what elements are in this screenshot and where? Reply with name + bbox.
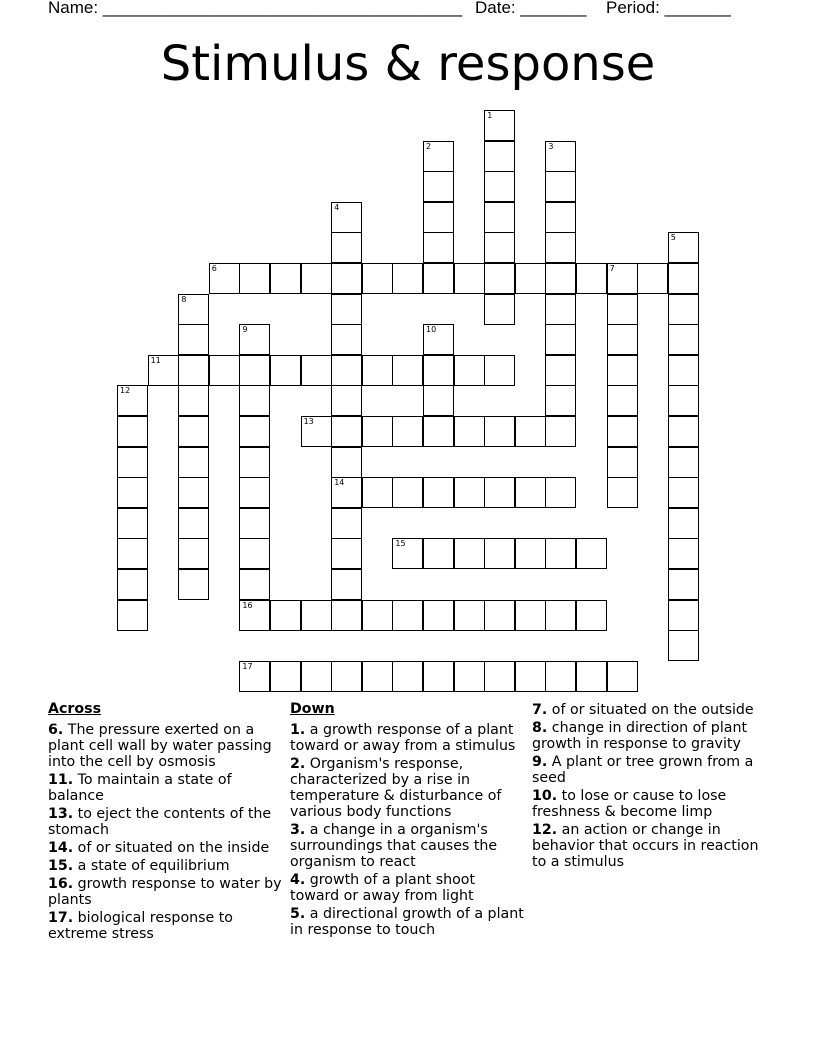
clue-number: 17	[242, 661, 253, 671]
grid-cell[interactable]	[178, 416, 209, 447]
grid-cell[interactable]	[607, 447, 638, 478]
grid-cell[interactable]	[454, 600, 485, 631]
grid-cell[interactable]	[545, 416, 576, 447]
grid-cell[interactable]	[607, 416, 638, 447]
grid-cell[interactable]	[576, 538, 607, 569]
name-field[interactable]: Name: ______________________________________	[48, 0, 463, 17]
grid-cell[interactable]	[545, 538, 576, 569]
clue-item-number: 2.	[290, 756, 306, 772]
clue-item-text: of or situated on the inside	[73, 840, 270, 856]
grid-cell[interactable]	[178, 508, 209, 539]
grid-cell[interactable]	[607, 661, 638, 692]
grid-cell[interactable]	[668, 600, 699, 631]
grid-cell[interactable]	[545, 263, 576, 294]
grid-cell[interactable]	[668, 232, 699, 263]
grid-cell[interactable]	[331, 416, 362, 447]
grid-cell[interactable]	[392, 538, 423, 569]
grid-cell[interactable]	[515, 477, 546, 508]
clue-item	[290, 756, 525, 820]
grid-cell[interactable]	[484, 538, 515, 569]
grid-cell[interactable]	[423, 263, 454, 294]
grid-cell[interactable]	[178, 538, 209, 569]
grid-cell[interactable]	[484, 110, 515, 141]
clue-number: 15	[395, 539, 406, 549]
grid-cell[interactable]	[362, 477, 393, 508]
grid-cell[interactable]	[484, 141, 515, 172]
clue-item-text: of or situated on the outside	[547, 702, 754, 718]
grid-cell[interactable]	[668, 538, 699, 569]
clue-number: 8	[181, 294, 187, 304]
clue-number: 10	[426, 325, 437, 335]
grid-cell[interactable]	[117, 447, 148, 478]
clue-number: 12	[120, 386, 131, 396]
grid-cell[interactable]	[331, 355, 362, 386]
clue-item-text: change in direction of plant growth in response to gravity	[532, 720, 748, 752]
grid-cell[interactable]	[515, 263, 546, 294]
grid-cell[interactable]	[454, 263, 485, 294]
grid-cell[interactable]	[331, 263, 362, 294]
down-heading: Down	[290, 701, 335, 717]
clue-item-number: 5.	[290, 906, 306, 922]
clue-item-number: 6.	[48, 722, 64, 738]
grid-cell[interactable]	[392, 600, 423, 631]
clue-item	[48, 840, 283, 856]
grid-cell[interactable]	[239, 569, 270, 600]
grid-cell[interactable]	[515, 416, 546, 447]
clue-item-number: 3.	[290, 822, 306, 838]
clue-item-number: 9.	[532, 754, 548, 770]
grid-cell[interactable]	[331, 294, 362, 325]
grid-cell[interactable]	[668, 447, 699, 478]
grid-cell[interactable]	[545, 661, 576, 692]
grid-cell[interactable]	[331, 477, 362, 508]
grid-cell[interactable]	[668, 477, 699, 508]
grid-cell[interactable]	[178, 477, 209, 508]
grid-cell[interactable]	[331, 569, 362, 600]
puzzle-title: Stimulus & response	[160, 36, 656, 92]
clue-item-number: 17.	[48, 910, 74, 926]
grid-cell[interactable]	[392, 263, 423, 294]
grid-cell[interactable]	[668, 416, 699, 447]
clue-number: 9	[242, 325, 248, 335]
grid-cell[interactable]	[392, 661, 423, 692]
clue-item	[532, 702, 772, 718]
grid-cell[interactable]	[239, 508, 270, 539]
clue-item-text: an action or change in behavior that occurs in reaction to a stimulus	[532, 822, 759, 870]
grid-cell[interactable]	[515, 538, 546, 569]
grid-cell[interactable]	[607, 355, 638, 386]
clue-item-number: 8.	[532, 720, 548, 736]
grid-cell[interactable]	[607, 263, 638, 294]
grid-cell[interactable]	[331, 538, 362, 569]
grid-cell[interactable]	[239, 538, 270, 569]
grid-cell[interactable]	[668, 385, 699, 416]
grid-cell[interactable]	[545, 324, 576, 355]
clue-item	[290, 906, 525, 938]
grid-cell[interactable]	[484, 171, 515, 202]
clue-number: 5	[670, 233, 676, 243]
clue-item-text: To maintain a state of balance	[48, 772, 232, 804]
clue-item-text: growth response to water by plants	[48, 876, 282, 908]
grid-cell[interactable]	[423, 171, 454, 202]
clue-number: 4	[334, 202, 340, 212]
grid-cell[interactable]	[545, 232, 576, 263]
grid-cell[interactable]	[545, 294, 576, 325]
grid-cell[interactable]	[362, 355, 393, 386]
clue-item-text: The pressure exerted on a plant cell wall by water passing into the cell by osmosis	[48, 722, 272, 770]
clue-item	[290, 872, 525, 904]
clue-item	[532, 822, 772, 870]
grid-cell[interactable]	[423, 141, 454, 172]
grid-cell[interactable]	[576, 600, 607, 631]
clue-item	[290, 822, 525, 870]
grid-cell[interactable]	[454, 416, 485, 447]
grid-cell[interactable]	[117, 600, 148, 631]
clue-item	[48, 858, 283, 874]
grid-cell[interactable]	[668, 355, 699, 386]
clue-item-number: 4.	[290, 872, 306, 888]
grid-cell[interactable]	[178, 294, 209, 325]
grid-cell[interactable]	[178, 324, 209, 355]
clue-item-number: 11.	[48, 772, 74, 788]
across-heading: Across	[48, 701, 102, 717]
date-field[interactable]: Date: _______	[475, 0, 587, 17]
grid-cell[interactable]	[117, 569, 148, 600]
grid-cell[interactable]	[392, 355, 423, 386]
grid-cell[interactable]	[484, 202, 515, 233]
clue-number: 1	[487, 111, 493, 120]
grid-cell[interactable]	[362, 416, 393, 447]
grid-cell[interactable]	[423, 477, 454, 508]
grid-cell[interactable]	[423, 600, 454, 631]
grid-cell[interactable]	[239, 355, 270, 386]
grid-cell[interactable]	[331, 232, 362, 263]
grid-cell[interactable]	[484, 416, 515, 447]
grid-cell[interactable]	[117, 416, 148, 447]
grid-cell[interactable]	[607, 385, 638, 416]
grid-cell[interactable]	[545, 385, 576, 416]
grid-cell[interactable]	[239, 263, 270, 294]
grid-cell[interactable]	[331, 385, 362, 416]
clue-item-number: 15.	[48, 858, 74, 874]
grid-cell[interactable]	[607, 477, 638, 508]
grid-cell[interactable]	[423, 355, 454, 386]
clue-item-number: 16.	[48, 876, 74, 892]
grid-cell[interactable]	[668, 508, 699, 539]
clue-item	[48, 876, 283, 908]
clue-item	[48, 910, 283, 942]
grid-cell[interactable]	[331, 447, 362, 478]
grid-cell[interactable]	[423, 202, 454, 233]
grid-cell[interactable]	[301, 416, 332, 447]
grid-cell[interactable]	[301, 355, 332, 386]
clue-item-text: to eject the contents of the stomach	[48, 806, 272, 838]
grid-cell[interactable]	[209, 355, 240, 386]
grid-cell[interactable]	[148, 355, 179, 386]
grid-cell[interactable]	[484, 294, 515, 325]
clue-item-text: growth of a plant shoot toward or away from light	[290, 872, 476, 904]
clue-item-text: to lose or cause to lose freshness & become limp	[532, 788, 727, 820]
clue-item	[48, 806, 283, 838]
clue-item-text: Organism's response, characterized by a rise in temperature & disturbance of various body functions	[290, 756, 502, 820]
grid-cell[interactable]	[178, 447, 209, 478]
grid-cell[interactable]	[576, 661, 607, 692]
clue-number: 11	[150, 355, 161, 365]
grid-cell[interactable]	[637, 263, 668, 294]
grid-cell[interactable]	[607, 294, 638, 325]
grid-cell[interactable]	[178, 569, 209, 600]
grid-cell[interactable]	[668, 324, 699, 355]
grid-cell[interactable]	[331, 324, 362, 355]
clue-item-text: a growth response of a plant toward or away from a stimulus	[290, 722, 516, 754]
grid-cell[interactable]	[607, 324, 638, 355]
grid-cell[interactable]	[239, 600, 270, 631]
clue-item-number: 7.	[532, 702, 548, 718]
grid-cell[interactable]	[178, 385, 209, 416]
across-clues	[48, 700, 283, 944]
grid-cell[interactable]	[484, 477, 515, 508]
grid-cell[interactable]	[484, 263, 515, 294]
grid-cell[interactable]	[454, 477, 485, 508]
down-clues-continued	[532, 702, 772, 872]
clue-item-text: a change in a organism's surroundings that causes the organism to react	[290, 822, 498, 870]
clue-number: 16	[242, 600, 253, 610]
grid-cell[interactable]	[545, 355, 576, 386]
grid-cell[interactable]	[239, 477, 270, 508]
clue-item-text: A plant or tree grown from a seed	[532, 754, 754, 786]
grid-cell[interactable]	[270, 263, 301, 294]
grid-cell[interactable]	[545, 141, 576, 172]
grid-cell[interactable]	[331, 600, 362, 631]
grid-cell[interactable]	[270, 355, 301, 386]
grid-cell[interactable]	[117, 538, 148, 569]
grid-cell[interactable]	[331, 202, 362, 233]
grid-cell[interactable]	[362, 600, 393, 631]
grid-cell[interactable]	[484, 355, 515, 386]
grid-cell[interactable]	[423, 661, 454, 692]
grid-cell[interactable]	[454, 355, 485, 386]
grid-cell[interactable]	[301, 661, 332, 692]
grid-cell[interactable]	[117, 477, 148, 508]
grid-cell[interactable]	[239, 416, 270, 447]
grid-cell[interactable]	[117, 385, 148, 416]
grid-cell[interactable]	[392, 416, 423, 447]
grid-cell[interactable]	[454, 661, 485, 692]
grid-cell[interactable]	[515, 661, 546, 692]
grid-cell[interactable]	[484, 661, 515, 692]
grid-cell[interactable]	[392, 477, 423, 508]
grid-cell[interactable]	[239, 324, 270, 355]
grid-cell[interactable]	[331, 661, 362, 692]
grid-cell[interactable]	[270, 661, 301, 692]
clue-item	[48, 722, 283, 770]
clue-number: 3	[548, 141, 554, 151]
clue-item	[532, 788, 772, 820]
grid-cell[interactable]	[515, 600, 546, 631]
grid-cell[interactable]	[301, 600, 332, 631]
grid-cell[interactable]	[362, 263, 393, 294]
grid-cell[interactable]	[117, 508, 148, 539]
clue-item-text: a state of equilibrium	[73, 858, 230, 874]
grid-cell[interactable]	[239, 447, 270, 478]
grid-cell[interactable]	[668, 263, 699, 294]
grid-cell[interactable]	[545, 477, 576, 508]
grid-cell[interactable]	[239, 661, 270, 692]
grid-cell[interactable]	[454, 538, 485, 569]
clue-item	[532, 754, 772, 786]
grid-cell[interactable]	[270, 600, 301, 631]
grid-cell[interactable]	[423, 232, 454, 263]
clue-item-number: 13.	[48, 806, 74, 822]
grid-cell[interactable]	[545, 171, 576, 202]
clue-item-text: biological response to extreme stress	[48, 910, 233, 942]
grid-cell[interactable]	[178, 355, 209, 386]
grid-cell[interactable]	[484, 232, 515, 263]
clue-item	[532, 720, 772, 752]
down-clues	[290, 700, 525, 940]
grid-cell[interactable]	[668, 294, 699, 325]
grid-cell[interactable]	[301, 263, 332, 294]
period-field[interactable]: Period: _______	[606, 0, 731, 17]
clue-item-number: 1.	[290, 722, 306, 738]
clue-item	[48, 772, 283, 804]
clue-item-number: 12.	[532, 822, 558, 838]
grid-cell[interactable]	[423, 324, 454, 355]
grid-cell[interactable]	[209, 263, 240, 294]
clue-item-number: 10.	[532, 788, 558, 804]
clue-item	[290, 722, 525, 754]
grid-cell[interactable]	[423, 416, 454, 447]
grid-cell[interactable]	[668, 569, 699, 600]
grid-cell[interactable]	[576, 263, 607, 294]
grid-cell[interactable]	[668, 630, 699, 661]
clue-item-text: a directional growth of a plant in response to touch	[290, 906, 524, 938]
grid-cell[interactable]	[545, 202, 576, 233]
clue-number: 14	[334, 478, 345, 488]
grid-cell[interactable]	[331, 508, 362, 539]
clue-number: 2	[426, 141, 432, 151]
clue-number: 6	[211, 264, 217, 273]
clue-number: 7	[609, 264, 615, 273]
clue-number: 13	[303, 417, 314, 426]
grid-cell[interactable]	[239, 385, 270, 416]
clue-item-number: 14.	[48, 840, 74, 856]
grid-cell[interactable]	[362, 661, 393, 692]
grid-cell[interactable]	[545, 600, 576, 631]
grid-cell[interactable]	[423, 385, 454, 416]
grid-cell[interactable]	[484, 600, 515, 631]
grid-cell[interactable]	[423, 538, 454, 569]
